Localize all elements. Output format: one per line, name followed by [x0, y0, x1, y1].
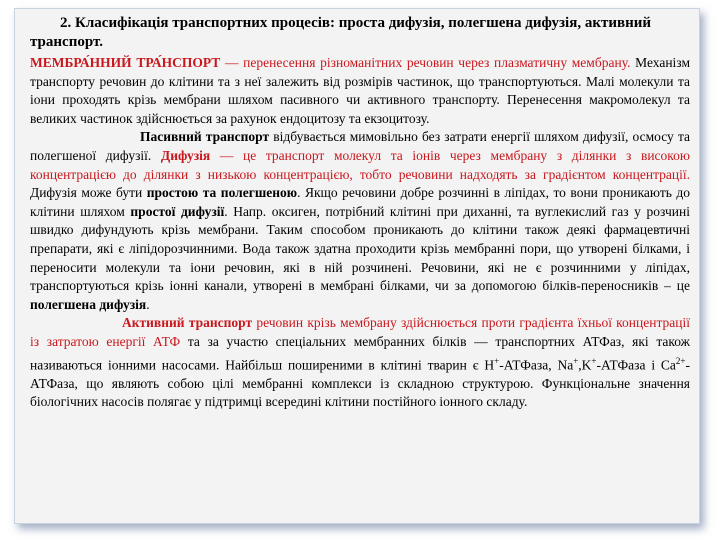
term-passive-transport: Пасивний транспорт — [140, 129, 270, 145]
sup-h-plus: + — [494, 355, 500, 366]
text-content — [30, 14, 690, 412]
passive-text-3: Дифузія може бути — [30, 185, 147, 201]
active-text-4: ,K — [578, 357, 592, 372]
active-transport-definition: речовин крізь мембрану здійснюється проти градієнта їхньої концентрації із затратою енергії АТФ — [30, 315, 690, 349]
passive-text-6: . Напр. оксиген, потрібний клітині при диханні, та вуглекислий газ у розчині швидко дифундують крізь мембрани. Таким способом проникають до клітини також деякі фармацевтичні препарати, які є ліпідорозчинними. Вода також здатна проходити крізь мембранні пори, що утворені білками, і переносити молекули та іони речовин, які в ній розчинені. Речовини, які не є розчинними у ліпідах, транспортуються крізь іонні канали, утворені в мембрані білками, чи за допомогою білків-переносників – це — [30, 203, 690, 294]
sup-na-plus: + — [573, 355, 579, 366]
term-and-facilitated: та полегшеною — [202, 185, 298, 201]
passive-text-5: . Якщо речовини добре розчинні в ліпідах, то вони проникають до клітини шляхом — [30, 185, 691, 219]
passive-text-7: . — [146, 296, 150, 312]
sup-ca-2plus: 2+ — [675, 355, 686, 366]
sup-k-plus: + — [591, 355, 597, 366]
active-text-6: -АТФаза, що являють собою цілі мембранні комплекси із складною структурою. Функціональне значення біологічних насосів полягає у підтримці всередині клітини постійного іонного складу. — [30, 357, 690, 410]
active-text-5: -АТФаза і Ca — [596, 357, 676, 372]
diffusion-definition: — це транспорт молекул та іонів через мембрану з ділянки з високою концентрацією до ділянки з низькою концентрацією, тобто речовини надходять за градієнтом концентрації. — [30, 147, 691, 182]
membrane-transport-text: Механізм транспорту речовин до клітини та з неї залежить від розмірів частинок, що транспортуються. Малі молекули та іони проходять крізь мембрани шляхом пасивного чи активного транспорту. Перенесення макромолекул та великих частинок здійснюється за рахунок ендоцитозу та екзоцитозу. — [30, 55, 690, 126]
term-simple-diffusion: простої дифузії — [130, 203, 225, 219]
membrane-transport-definition: — перенесення різноманітних речовин через плазматичну мембрану. — [220, 55, 631, 70]
term-simple: простою — [146, 185, 199, 201]
paragraph-membrane-transport — [30, 54, 690, 128]
active-text-2: та за участю спеціальних мембранних білків — транспортних АТФаз, які також називаються іонними насосами. Найбільш поширеними в клітині тварин є H — [30, 333, 691, 372]
term-facilitated-diffusion: полегшена дифузія — [30, 296, 147, 312]
paragraph-active-transport — [30, 314, 690, 411]
active-text-3: -АТФаза, Na — [499, 357, 574, 372]
slide-title: 2. Класифікація транспортних процесів: проста дифузія, полегшена дифузія, активний транспорт. — [30, 15, 652, 50]
passive-text-1: відбувається мимовільно без затрати енергії шляхом дифузії, осмосу та полегшеної дифузії. — [30, 129, 691, 163]
term-membrane-transport: МЕМБРА́ННИЙ ТРА́НСПОРТ — [30, 55, 221, 70]
term-diffusion: Дифузія — [160, 147, 211, 163]
paragraph-passive-transport — [30, 128, 690, 314]
term-active-transport: Активний транспорт — [122, 315, 253, 331]
